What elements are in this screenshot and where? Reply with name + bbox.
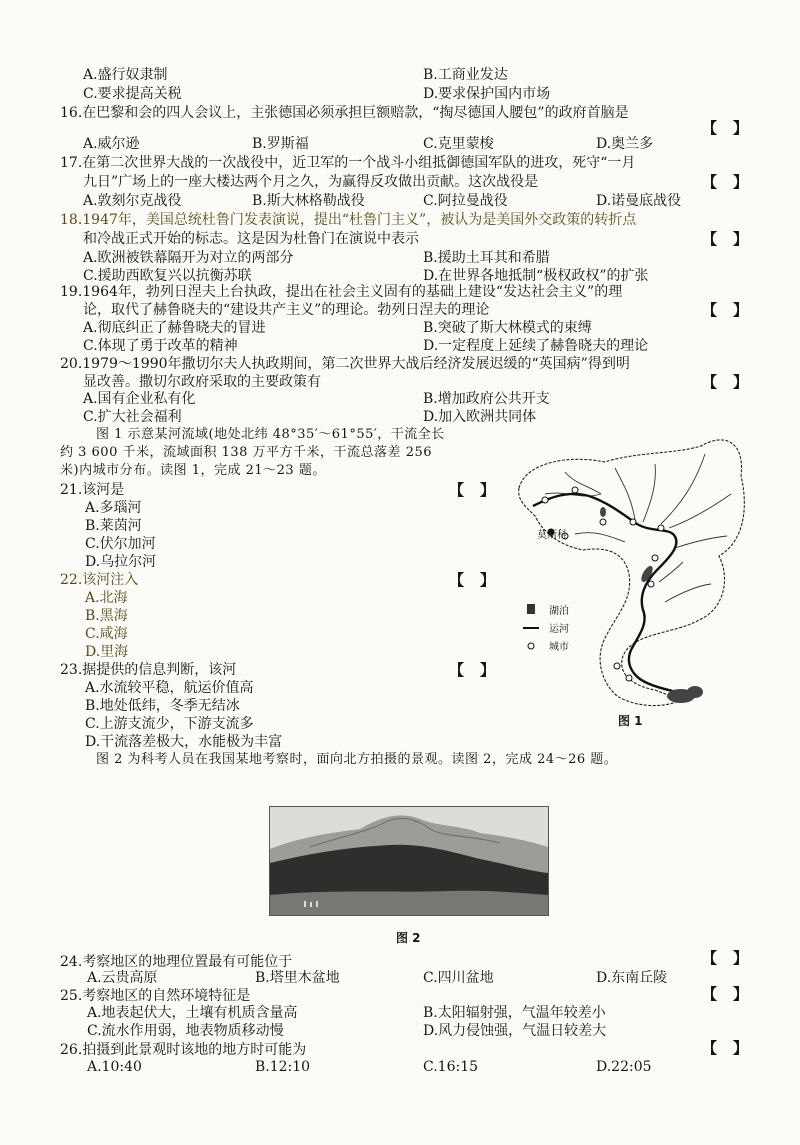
q19-option-c: C.体现了勇于改革的精神 xyxy=(83,338,238,354)
legend-canal-label: 运河 xyxy=(549,624,569,635)
q19-option-a: A.彻底纠正了赫鲁晓夫的冒进 xyxy=(83,320,266,336)
q23-stem: 23.据提供的信息判断，该河 xyxy=(60,662,237,678)
q18-stem-line1: 18.1947年，美国总统杜鲁门发表演说，提出“杜鲁门主义”，被认为是美国外交政策的转折点 xyxy=(60,212,637,228)
q16-option-d: D.奥兰多 xyxy=(596,136,654,152)
q20-stem-line2: 显改善。撒切尔政府采取的主要政策有 xyxy=(83,374,321,390)
figure2-caption: 图 2 xyxy=(396,931,421,945)
q24-stem: 24.考察地区的地理位置最有可能位于 xyxy=(60,954,293,970)
q21-option-b: B.莱茵河 xyxy=(85,518,142,534)
q24-option-a: A.云贵高原 xyxy=(87,970,158,986)
q21-stem: 21.该河是 xyxy=(60,482,125,498)
q21-option-c: C.伏尔加河 xyxy=(85,536,156,552)
q24-option-b: B.塔里木盆地 xyxy=(255,970,340,986)
legend-city-label: 城市 xyxy=(549,642,569,653)
q21-answer-bracket[interactable]: 【 】 xyxy=(449,481,495,499)
q22-option-a: A.北海 xyxy=(85,590,128,606)
photo-intro: 图 2 为科考人员在我国某地考察时，面向北方拍摄的景观。读图 2，完成 24～26 题。 xyxy=(96,752,618,767)
q23-option-a: A.水流较平稳，航运价值高 xyxy=(85,680,254,696)
q16-option-b: B.罗斯福 xyxy=(252,136,309,152)
q17-answer-bracket[interactable]: 【 】 xyxy=(702,173,748,191)
q22-answer-bracket[interactable]: 【 】 xyxy=(449,571,495,589)
q18-answer-bracket[interactable]: 【 】 xyxy=(702,230,748,248)
q23-option-d: D.干流落差极大，水能极为丰富 xyxy=(85,734,283,750)
q26-stem: 26.拍摄到此景观时该地的地方时可能为 xyxy=(60,1042,307,1058)
q26-option-c: C.16:15 xyxy=(423,1059,479,1075)
q17-option-a: A.敦刻尔克战役 xyxy=(83,193,182,209)
q16-answer-bracket[interactable]: 【 】 xyxy=(702,119,748,137)
q21-option-a: A.多瑙河 xyxy=(85,500,142,516)
q26-option-a: A.10:40 xyxy=(87,1059,142,1075)
q23-option-c: C.上游支流少，下游支流多 xyxy=(85,716,254,732)
q24-option-d: D.东南丘陵 xyxy=(596,970,668,986)
q23-answer-bracket[interactable]: 【 】 xyxy=(449,661,495,679)
q23-option-b: B.地处低纬，冬季无结冰 xyxy=(85,698,240,714)
q17-option-d: D.诺曼底战役 xyxy=(596,193,682,209)
q19-option-b: B.突破了斯大林模式的束缚 xyxy=(423,320,592,336)
q19-answer-bracket[interactable]: 【 】 xyxy=(702,301,748,319)
q17-stem-line1: 17.在第二次世界大战的一次战役中，近卫军的一个战斗小组抵御德国军队的进攻，死守“一月 xyxy=(60,155,636,171)
q24-answer-bracket[interactable]: 【 】 xyxy=(702,949,748,967)
map-intro-line2: 约 3 600 千米，流域面积 138 万平方千米，干流总落差 256 xyxy=(60,445,433,460)
city-legend-icon xyxy=(528,643,534,649)
q25-answer-bracket[interactable]: 【 】 xyxy=(702,985,748,1003)
q18-option-b: B.援助土耳其和希腊 xyxy=(423,250,550,266)
q18-stem-line2: 和冷战正式开始的标志。这是因为杜鲁门在演说中表示 xyxy=(83,231,419,247)
moscow-label: 莫斯科 xyxy=(537,530,567,541)
q18-option-c: C.援助西欧复兴以抗衡苏联 xyxy=(83,268,252,284)
q25-option-a: A.地表起伏大，土壤有机质含量高 xyxy=(87,1005,298,1021)
q20-option-d: D.加入欧洲共同体 xyxy=(423,409,537,425)
q19-option-d: D.一定程度上延续了赫鲁晓夫的理论 xyxy=(423,338,649,354)
q17-option-c: C.阿拉曼战役 xyxy=(423,193,508,209)
q22-option-d: D.里海 xyxy=(85,644,129,660)
q26-answer-bracket[interactable]: 【 】 xyxy=(702,1039,748,1057)
q18-option-a: A.欧洲被铁幕隔开为对立的两部分 xyxy=(83,250,294,266)
q25-stem: 25.考察地区的自然环境特征是 xyxy=(60,988,251,1004)
q20-option-a: A.国有企业私有化 xyxy=(83,391,196,407)
q15-option-c: C.要求提高关税 xyxy=(83,86,182,102)
q26-option-b: B.12:10 xyxy=(255,1059,311,1075)
q16-stem: 16.在巴黎和会的四人会议上，主张德国必须承担巨额赔款，“掏尽德国人腰包”的政府首脑是 xyxy=(60,105,629,121)
q20-answer-bracket[interactable]: 【 】 xyxy=(702,373,748,391)
q25-option-d: D.风力侵蚀强，气温日较差大 xyxy=(423,1023,607,1039)
q15-option-d: D.要求保护国内市场 xyxy=(423,86,551,102)
q26-option-d: D.22:05 xyxy=(596,1059,652,1075)
q15-option-b: B.工商业发达 xyxy=(423,67,508,83)
map-intro-line1: 图 1 示意某河流域(地处北纬 48°35′～61°55′，干流全长 xyxy=(96,427,445,442)
river-basin-map xyxy=(505,424,755,710)
q18-option-d: D.在世界各地抵制“极权政权”的扩张 xyxy=(423,268,649,284)
q21-option-d: D.乌拉尔河 xyxy=(85,554,157,570)
q16-option-c: C.克里蒙梭 xyxy=(423,136,494,152)
q17-stem-line2: 九日”广场上的一座大楼达两个月之久，为赢得反攻做出贡献。这次战役是 xyxy=(83,174,539,190)
basin-outline xyxy=(519,440,745,706)
q19-stem-line2: 论，取代了赫鲁晓夫的“建设共产主义”的理论。勃列日涅夫的理论 xyxy=(83,302,490,318)
q15-option-a: A.盛行奴隶制 xyxy=(83,67,168,83)
q25-option-b: B.太阳辐射强，气温年较差小 xyxy=(423,1005,606,1021)
q22-stem: 22.该河注入 xyxy=(60,572,139,588)
tributaries xyxy=(545,454,731,602)
lakes xyxy=(600,507,703,703)
q17-option-b: B.斯大林格勒战役 xyxy=(252,193,365,209)
q24-option-c: C.四川盆地 xyxy=(423,970,494,986)
q20-option-c: C.扩大社会福利 xyxy=(83,409,182,425)
figure1-caption: 图 1 xyxy=(618,714,643,728)
q22-option-c: C.咸海 xyxy=(85,626,128,642)
q16-option-a: A.威尔逊 xyxy=(83,136,140,152)
map-intro-line3: 米)内城市分布。读图 1，完成 21～23 题。 xyxy=(60,463,326,478)
q20-option-b: B.增加政府公共开支 xyxy=(423,391,550,407)
legend-lake-label: 湖泊 xyxy=(549,606,569,617)
map-legend xyxy=(523,604,569,653)
lake-legend-icon xyxy=(527,604,535,614)
desert-dune-photo xyxy=(269,806,549,916)
q19-stem-line1: 19.1964年，勃列日涅夫上台执政，提出在社会主义固有的基础上建设“发达社会主义”的理 xyxy=(60,284,623,300)
q25-option-c: C.流水作用弱，地表物质移动慢 xyxy=(87,1023,284,1039)
q20-stem-line1: 20.1979～1990年撒切尔夫人执政期间，第二次世界大战后经济发展迟缓的“英国病”得到明 xyxy=(60,356,630,372)
q22-option-b: B.黑海 xyxy=(85,608,128,624)
